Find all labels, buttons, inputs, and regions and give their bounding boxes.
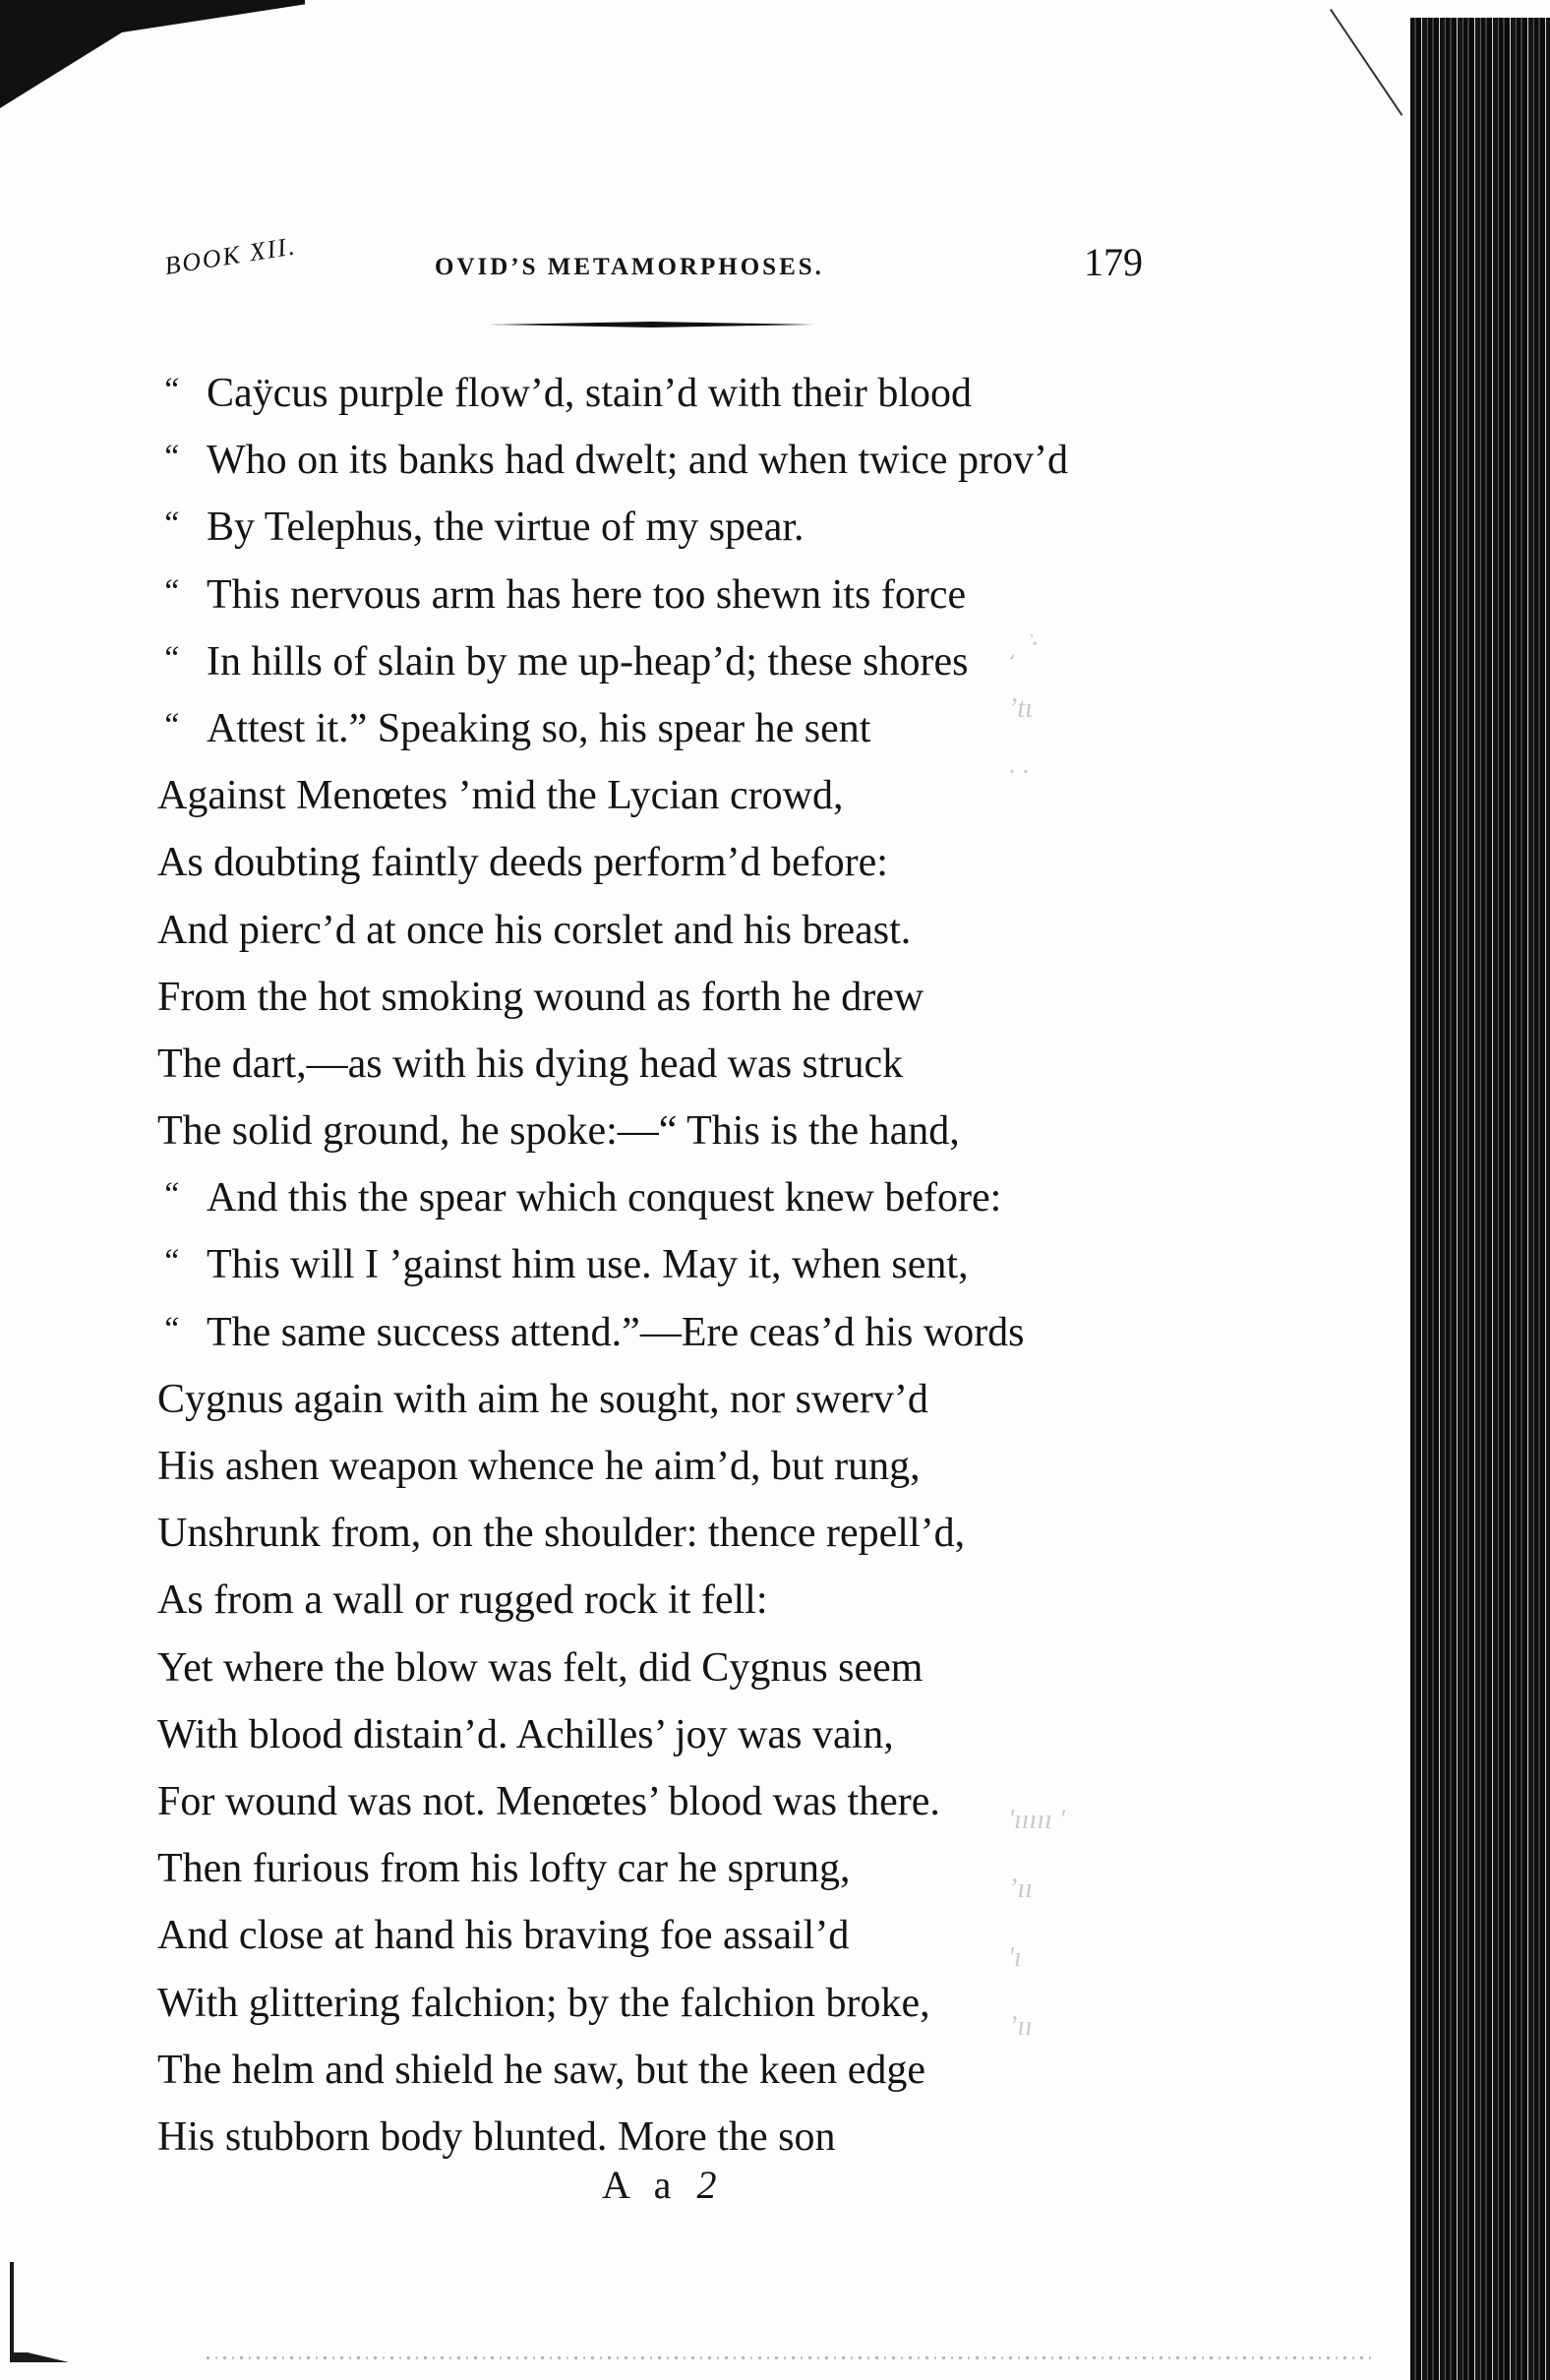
verse-line xyxy=(157,427,1141,494)
verse-line-text: As doubting faintly deeds perform’d before: xyxy=(157,840,888,886)
verse-line-text: The same success attend.”—Ere ceas’d his words xyxy=(207,1309,1025,1355)
quote-mark: “ xyxy=(161,1310,180,1347)
showthrough-mark: ʹı xyxy=(1008,1942,1022,1973)
showthrough-mark: ʹııııı ʹ xyxy=(1008,1805,1065,1835)
verse-line-text: And pierc’d at once his corslet and his breast. xyxy=(157,907,912,953)
verse-line-text: His stubborn body blunted. More the son xyxy=(157,2113,836,2160)
quote-mark: “ xyxy=(161,372,180,408)
quote-mark: “ xyxy=(161,639,180,677)
running-title: OVID’S METAMORPHOSES. xyxy=(435,254,824,280)
verse-line xyxy=(157,1768,1141,1835)
page-edge-strip xyxy=(1410,18,1550,2380)
verse-line xyxy=(157,1635,1141,1701)
verse-line xyxy=(157,2104,1141,2171)
verse-line xyxy=(157,897,1141,964)
verse-line xyxy=(157,360,1141,427)
head-rule-ornament xyxy=(490,322,814,327)
verse-line-text: By Telephus, the virtue of my spear. xyxy=(207,505,805,551)
book-label: BOOK XII. xyxy=(162,231,299,281)
verse-line-text: This will I ’gainst him use. May it, when sent, xyxy=(207,1242,969,1288)
signature-number: 2 xyxy=(696,2163,725,2207)
verse-line xyxy=(157,1299,1141,1366)
verse-line-text: Caÿcus purple flow’d, stain’d with their blood xyxy=(207,371,973,416)
binding-mark xyxy=(10,2262,14,2360)
verse-line-text: Who on its banks had dwelt; and when twice prov’d xyxy=(207,438,1068,484)
showthrough-mark: ͵ ͘ · xyxy=(1008,629,1039,660)
verse-line-text: Then furious from his lofty car he sprung, xyxy=(157,1846,851,1892)
showthrough-mark: ʼtɩ xyxy=(1008,693,1033,724)
verse-line-text: Attest it.” Speaking so, his spear he sent xyxy=(207,705,871,751)
verse-line-text: Unshrunk from, on the shoulder: thence repell’d, xyxy=(157,1511,966,1557)
verse-line-text: For wound was not. Menœtes’ blood was there. xyxy=(157,1778,940,1824)
showthrough-mark: · · xyxy=(1008,757,1029,788)
corner-shadow xyxy=(0,0,305,108)
fold-line xyxy=(1330,9,1402,116)
running-head xyxy=(162,231,1151,293)
page-number: 179 xyxy=(1084,240,1143,284)
verse-line xyxy=(157,562,1141,628)
verse-line-text: And close at hand his braving foe assail’d xyxy=(157,1913,850,1959)
showthrough-mark: ʼıı xyxy=(1008,1874,1033,1904)
verse-line xyxy=(157,964,1141,1031)
signature-letters: A a xyxy=(602,2163,680,2207)
quote-mark: “ xyxy=(161,506,180,543)
verse-line xyxy=(157,762,1141,829)
verse-line-text: His ashen weapon whence he aim’d, but rung, xyxy=(157,1444,921,1489)
quote-mark: “ xyxy=(161,439,180,476)
verse-line xyxy=(157,695,1141,762)
signature-mark xyxy=(602,2162,724,2208)
verse-line xyxy=(157,1031,1141,1098)
quote-mark: “ xyxy=(161,1243,180,1280)
binding-foot-mark xyxy=(10,2352,69,2362)
verse-line-text: Cygnus again with aim he sought, nor swerv’d xyxy=(157,1376,928,1422)
verse-line xyxy=(157,1902,1141,1969)
verse-line-text: The solid ground, he spoke:—“ This is the hand, xyxy=(157,1108,960,1155)
verse-line xyxy=(157,1500,1141,1567)
verse-line xyxy=(157,1098,1141,1164)
verse-line-text: In hills of slain by me up-heap’d; these shores xyxy=(207,638,969,684)
verse-line xyxy=(157,1231,1141,1298)
bottom-edge-noise xyxy=(207,2356,1377,2359)
showthrough-mark: ʼıı xyxy=(1008,2011,1033,2042)
verse-line xyxy=(157,2037,1141,2104)
verse-line xyxy=(157,1701,1141,1768)
verse-line-text: Yet where the blow was felt, did Cygnus seem xyxy=(157,1644,924,1691)
verse-line-text: The dart,—as with his dying head was struck xyxy=(157,1041,904,1087)
verse-line-text: As from a wall or rugged rock it fell: xyxy=(157,1577,768,1624)
verse-line-text: From the hot smoking wound as forth he drew xyxy=(157,974,924,1020)
verse-line xyxy=(157,494,1141,561)
verse-line-text: Against Menœtes ’mid the Lycian crowd, xyxy=(157,773,844,819)
quote-mark: “ xyxy=(161,1176,180,1214)
verse-line-text: And this the spear which conquest knew before: xyxy=(207,1175,1002,1221)
verse-line-text: With glittering falchion; by the falchion broke, xyxy=(157,1980,930,2026)
verse-line-text: With blood distain’d. Achilles’ joy was vain, xyxy=(157,1711,894,1757)
verse-line xyxy=(157,1567,1141,1634)
verse-line xyxy=(157,829,1141,896)
verse-line-text: This nervous arm has here too shewn its force xyxy=(207,571,967,618)
quote-mark: “ xyxy=(161,706,180,744)
quote-mark: “ xyxy=(161,572,180,610)
verse-text xyxy=(157,360,1141,2171)
verse-line xyxy=(157,1366,1141,1433)
verse-line xyxy=(157,1433,1141,1500)
verse-line xyxy=(157,1164,1141,1231)
verse-line xyxy=(157,628,1141,695)
verse-line xyxy=(157,1835,1141,1902)
head-rule xyxy=(490,322,814,327)
verse-line xyxy=(157,1970,1141,2037)
verse-line-text: The helm and shield he saw, but the keen edge xyxy=(157,2047,926,2093)
